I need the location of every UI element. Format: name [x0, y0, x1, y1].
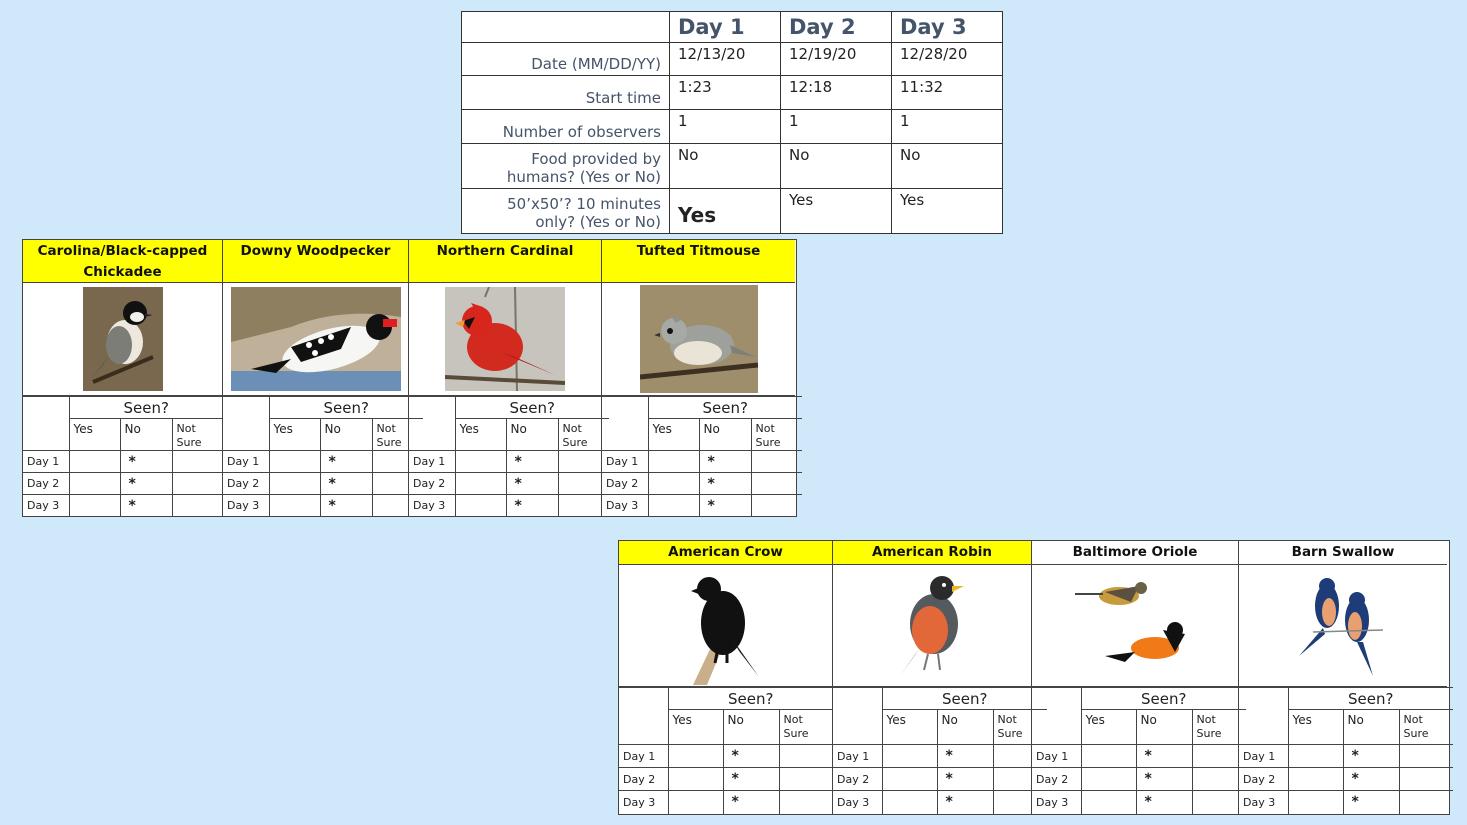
grid-corner-cell	[1239, 688, 1288, 745]
observation-mark: *	[1136, 768, 1192, 791]
summary-food-label-line1: Food provided by	[531, 150, 661, 168]
summary-day1-header: Day 1	[670, 12, 781, 43]
seen-question-label: Seen?	[668, 688, 833, 710]
observation-mark: *	[120, 473, 172, 495]
summary-area-day1: Yes	[670, 189, 781, 234]
seen-grid-northern-cardinal	[409, 396, 609, 517]
empty-cell	[1081, 745, 1136, 768]
day-label: Day 1	[223, 451, 269, 473]
day-label: Day 1	[1239, 745, 1288, 768]
no-column-header: No	[1343, 710, 1399, 745]
empty-cell	[779, 745, 833, 768]
grid-corner-cell	[602, 397, 648, 451]
bird-name-text: Downy Woodpecker	[240, 243, 391, 259]
yes-column-header: Yes	[269, 419, 320, 451]
bird-name-text: Chickadee	[83, 264, 162, 280]
summary-corner-cell	[462, 12, 670, 43]
empty-cell	[1081, 791, 1136, 814]
observation-mark: *	[320, 451, 372, 473]
not-sure-label-not: Not	[783, 713, 803, 726]
observation-mark: *	[1136, 745, 1192, 768]
table-row	[409, 495, 609, 517]
empty-cell	[1399, 768, 1453, 791]
bird-photo-barn-swallow	[1239, 565, 1447, 687]
oriole-illustration	[1075, 572, 1195, 680]
summary-food-day1: No	[670, 144, 781, 189]
summary-observers-day3: 1	[892, 110, 1003, 144]
no-column-header: No	[506, 419, 558, 451]
table-row	[833, 745, 1047, 768]
yes-column-header: Yes	[648, 419, 699, 451]
empty-cell	[648, 451, 699, 473]
seen-question-label: Seen?	[1081, 688, 1246, 710]
bird-card-downy-woodpecker	[223, 240, 409, 516]
observation-mark: *	[506, 451, 558, 473]
summary-area-label-line2: only? (Yes or No)	[535, 213, 661, 231]
bird-group-top	[22, 239, 797, 517]
not-sure-label-sure: Sure	[376, 436, 402, 449]
seen-title-row	[1239, 688, 1453, 710]
summary-area-day3: Yes	[892, 189, 1003, 234]
observation-mark: *	[320, 473, 372, 495]
bird-name-american-crow	[619, 541, 832, 565]
table-row	[619, 745, 833, 768]
bird-name-northern-cardinal	[409, 240, 601, 283]
grid-corner-cell	[409, 397, 455, 451]
survey-summary-table	[461, 11, 1003, 234]
observation-mark: *	[723, 791, 779, 814]
table-row	[602, 451, 802, 473]
empty-cell	[172, 473, 223, 495]
seen-title-row	[619, 688, 833, 710]
bird-name-barn-swallow	[1239, 541, 1447, 565]
bird-name-text: Baltimore Oriole	[1072, 544, 1198, 560]
empty-cell	[648, 473, 699, 495]
summary-day2-header: Day 2	[781, 12, 892, 43]
observation-mark: *	[1343, 791, 1399, 814]
summary-food-day3: No	[892, 144, 1003, 189]
not-sure-column-header	[1192, 710, 1246, 745]
seen-title-row	[23, 397, 223, 419]
empty-cell	[269, 473, 320, 495]
summary-food-day2: No	[781, 144, 892, 189]
observation-mark: *	[1343, 768, 1399, 791]
summary-row-start-time	[462, 76, 1003, 110]
not-sure-column-header	[779, 710, 833, 745]
table-row	[1239, 768, 1453, 791]
grid-corner-cell	[619, 688, 668, 745]
table-row	[619, 768, 833, 791]
table-row	[223, 495, 423, 517]
not-sure-label-sure: Sure	[1196, 727, 1222, 740]
empty-cell	[1192, 768, 1246, 791]
summary-observers-day2: 1	[781, 110, 892, 144]
table-row	[619, 791, 833, 814]
bird-photo-american-robin	[833, 565, 1031, 687]
table-row	[23, 495, 223, 517]
table-row	[1032, 745, 1246, 768]
table-row	[833, 791, 1047, 814]
observation-mark: *	[937, 791, 993, 814]
empty-cell	[668, 745, 723, 768]
no-column-header: No	[699, 419, 751, 451]
bird-name-carolina-black-capped-chickadee	[23, 240, 222, 283]
observation-mark: *	[937, 768, 993, 791]
seen-grid-american-crow	[619, 687, 833, 814]
observation-mark: *	[937, 745, 993, 768]
table-row	[833, 768, 1047, 791]
empty-cell	[1288, 745, 1343, 768]
yes-column-header: Yes	[455, 419, 506, 451]
empty-cell	[455, 451, 506, 473]
seen-question-label: Seen?	[882, 688, 1047, 710]
table-row	[23, 473, 223, 495]
seen-grid-tufted-titmouse	[602, 396, 802, 517]
not-sure-label-not: Not	[562, 422, 582, 435]
seen-grid-american-robin	[833, 687, 1047, 814]
bird-name-text: American Robin	[872, 544, 992, 560]
empty-cell	[882, 791, 937, 814]
day-label: Day 3	[619, 791, 668, 814]
summary-date-day1: 12/13/20	[670, 43, 781, 76]
seen-question-label: Seen?	[648, 397, 802, 419]
bird-photo-baltimore-oriole	[1032, 565, 1238, 687]
day-label: Day 1	[833, 745, 882, 768]
grid-corner-cell	[833, 688, 882, 745]
day-label: Day 3	[833, 791, 882, 814]
summary-area-label-line1: 50’x50’? 10 minutes	[507, 195, 661, 213]
summary-observers-day1: 1	[670, 110, 781, 144]
yes-column-header: Yes	[1081, 710, 1136, 745]
table-row	[409, 451, 609, 473]
bird-card-carolina-black-capped-chickadee	[23, 240, 223, 516]
table-row	[602, 473, 802, 495]
day-label: Day 3	[1032, 791, 1081, 814]
seen-question-label: Seen?	[455, 397, 609, 419]
day-label: Day 1	[409, 451, 455, 473]
seen-grid-downy-woodpecker	[223, 396, 423, 517]
not-sure-label-sure: Sure	[783, 727, 809, 740]
not-sure-column-header	[751, 419, 802, 451]
bird-card-american-crow	[619, 541, 833, 814]
bird-name-downy-woodpecker	[223, 240, 408, 283]
empty-cell	[1288, 791, 1343, 814]
bird-card-baltimore-oriole	[1032, 541, 1239, 814]
day-label: Day 3	[602, 495, 648, 517]
bird-name-text: American Crow	[668, 544, 783, 560]
not-sure-label-not: Not	[1196, 713, 1216, 726]
observation-mark: *	[1136, 791, 1192, 814]
empty-cell	[269, 495, 320, 517]
observation-mark: *	[699, 495, 751, 517]
not-sure-label-sure: Sure	[176, 436, 202, 449]
chickadee-illustration	[83, 287, 163, 391]
not-sure-label-not: Not	[1403, 713, 1423, 726]
table-row	[223, 451, 423, 473]
seen-title-row	[833, 688, 1047, 710]
not-sure-column-header	[172, 419, 223, 451]
summary-food-label-line2: humans? (Yes or No)	[506, 168, 661, 186]
bird-photo-carolina-black-capped-chickadee	[23, 283, 222, 396]
table-row	[1032, 768, 1246, 791]
summary-start-time-day2: 12:18	[781, 76, 892, 110]
bird-card-american-robin	[833, 541, 1032, 814]
observation-mark: *	[723, 745, 779, 768]
grid-corner-cell	[1032, 688, 1081, 745]
summary-observers-label: Number of observers	[462, 110, 670, 144]
summary-date-day2: 12/19/20	[781, 43, 892, 76]
table-row	[1239, 745, 1453, 768]
not-sure-label-not: Not	[176, 422, 196, 435]
empty-cell	[69, 451, 120, 473]
yes-column-header: Yes	[1288, 710, 1343, 745]
crow-illustration	[681, 567, 771, 685]
seen-title-row	[223, 397, 423, 419]
not-sure-label-sure: Sure	[755, 436, 781, 449]
table-row	[23, 451, 223, 473]
empty-cell	[69, 495, 120, 517]
not-sure-label-sure: Sure	[1403, 727, 1429, 740]
not-sure-label-not: Not	[755, 422, 775, 435]
day-label: Day 2	[833, 768, 882, 791]
table-row	[409, 473, 609, 495]
seen-question-label: Seen?	[1288, 688, 1453, 710]
empty-cell	[1399, 791, 1453, 814]
summary-row-date	[462, 43, 1003, 76]
day-label: Day 2	[23, 473, 69, 495]
seen-title-row	[1032, 688, 1246, 710]
not-sure-label-sure: Sure	[562, 436, 588, 449]
bird-name-american-robin	[833, 541, 1031, 565]
summary-row-area	[462, 189, 1003, 234]
observation-mark: *	[506, 473, 558, 495]
day-label: Day 2	[409, 473, 455, 495]
observation-mark: *	[699, 451, 751, 473]
empty-cell	[172, 495, 223, 517]
empty-cell	[882, 745, 937, 768]
seen-grid-baltimore-oriole	[1032, 687, 1246, 814]
empty-cell	[1192, 745, 1246, 768]
not-sure-label-not: Not	[997, 713, 1017, 726]
bird-photo-american-crow	[619, 565, 832, 687]
bird-photo-downy-woodpecker	[223, 283, 408, 396]
bird-name-text: Northern Cardinal	[436, 243, 574, 259]
empty-cell	[751, 451, 802, 473]
seen-grid-barn-swallow	[1239, 687, 1453, 814]
day-label: Day 2	[602, 473, 648, 495]
yes-column-header: Yes	[668, 710, 723, 745]
observation-mark: *	[1343, 745, 1399, 768]
day-label: Day 2	[1032, 768, 1081, 791]
empty-cell	[779, 791, 833, 814]
observation-mark: *	[120, 495, 172, 517]
empty-cell	[668, 791, 723, 814]
seen-question-label: Seen?	[269, 397, 423, 419]
empty-cell	[882, 768, 937, 791]
grid-corner-cell	[223, 397, 269, 451]
empty-cell	[751, 473, 802, 495]
seen-question-label: Seen?	[69, 397, 223, 419]
observation-mark: *	[699, 473, 751, 495]
summary-food-label	[462, 144, 670, 189]
summary-date-label: Date (MM/DD/YY)	[462, 43, 670, 76]
empty-cell	[668, 768, 723, 791]
day-label: Day 1	[23, 451, 69, 473]
swallow-illustration	[1293, 572, 1393, 680]
summary-area-label	[462, 189, 670, 234]
empty-cell	[1288, 768, 1343, 791]
bird-photo-northern-cardinal	[409, 283, 601, 396]
empty-cell	[455, 495, 506, 517]
day-label: Day 2	[1239, 768, 1288, 791]
seen-grid-carolina-black-capped-chickadee	[23, 396, 223, 517]
bird-name-text: Tufted Titmouse	[636, 243, 761, 259]
empty-cell	[1399, 745, 1453, 768]
bird-card-tufted-titmouse	[602, 240, 795, 516]
empty-cell	[648, 495, 699, 517]
bird-group-bottom	[618, 540, 1450, 815]
not-sure-label-not: Not	[376, 422, 396, 435]
day-label: Day 2	[223, 473, 269, 495]
summary-start-time-label: Start time	[462, 76, 670, 110]
not-sure-label-sure: Sure	[997, 727, 1023, 740]
grid-corner-cell	[23, 397, 69, 451]
observation-mark: *	[120, 451, 172, 473]
empty-cell	[751, 495, 802, 517]
no-column-header: No	[723, 710, 779, 745]
no-column-header: No	[120, 419, 172, 451]
bird-photo-tufted-titmouse	[602, 283, 795, 396]
summary-row-food	[462, 144, 1003, 189]
empty-cell	[172, 451, 223, 473]
observation-mark: *	[723, 768, 779, 791]
empty-cell	[69, 473, 120, 495]
bird-card-northern-cardinal	[409, 240, 602, 516]
table-row	[1032, 791, 1246, 814]
no-column-header: No	[937, 710, 993, 745]
empty-cell	[779, 768, 833, 791]
woodpecker-illustration	[231, 287, 401, 391]
not-sure-column-header	[1399, 710, 1453, 745]
yes-column-header: Yes	[69, 419, 120, 451]
bird-name-tufted-titmouse	[602, 240, 795, 283]
summary-row-observers	[462, 110, 1003, 144]
seen-title-row	[602, 397, 802, 419]
observation-mark: *	[320, 495, 372, 517]
day-label: Day 2	[619, 768, 668, 791]
bird-card-barn-swallow	[1239, 541, 1447, 814]
empty-cell	[269, 451, 320, 473]
empty-cell	[1192, 791, 1246, 814]
no-column-header: No	[1136, 710, 1192, 745]
table-row	[223, 473, 423, 495]
cardinal-illustration	[445, 287, 565, 391]
no-column-header: No	[320, 419, 372, 451]
day-label: Day 3	[223, 495, 269, 517]
robin-illustration	[890, 570, 974, 682]
table-row	[1239, 791, 1453, 814]
summary-start-time-day3: 11:32	[892, 76, 1003, 110]
bird-name-baltimore-oriole	[1032, 541, 1238, 565]
day-label: Day 3	[1239, 791, 1288, 814]
bird-name-text: Carolina/Black-capped	[37, 243, 208, 259]
seen-title-row	[409, 397, 609, 419]
day-label: Day 3	[23, 495, 69, 517]
empty-cell	[455, 473, 506, 495]
summary-date-day3: 12/28/20	[892, 43, 1003, 76]
empty-cell	[1081, 768, 1136, 791]
day-label: Day 1	[602, 451, 648, 473]
titmouse-illustration	[640, 285, 758, 393]
summary-start-time-day1: 1:23	[670, 76, 781, 110]
yes-column-header: Yes	[882, 710, 937, 745]
table-row	[602, 495, 802, 517]
day-label: Day 3	[409, 495, 455, 517]
summary-header-row	[462, 12, 1003, 43]
summary-day3-header: Day 3	[892, 12, 1003, 43]
day-label: Day 1	[1032, 745, 1081, 768]
summary-area-day2: Yes	[781, 189, 892, 234]
bird-name-text: Barn Swallow	[1291, 544, 1395, 560]
observation-mark: *	[506, 495, 558, 517]
day-label: Day 1	[619, 745, 668, 768]
